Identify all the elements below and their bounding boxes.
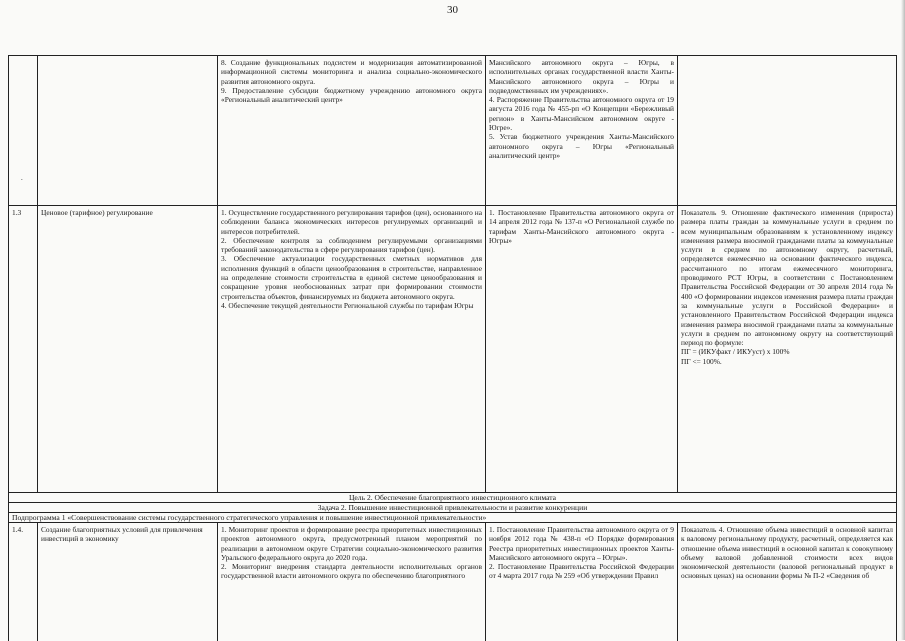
measure-item-1: 1. Мониторинг проектов и формирование реестра приоритетных инвестиционных проектов автономного округа, предусмотренный планом мероприятий по реализации в автономном округе Стратегии социально-экономического развития Уральского федерального округа до 2020 года. xyxy=(221,525,482,562)
indicator-cell xyxy=(678,206,897,493)
measures-table xyxy=(8,42,897,640)
goal-2-heading: Цель 2. Обеспечение благоприятного инвестиционного климата xyxy=(8,492,897,502)
measure-content-cell: 8. Создание функциональных подсистем и модернизация автоматизированной информационной системы мониторинга и анализа социально-экономического развития автономного округа. 9. Предоставление субсидии бюджетному учреждению автономного округа «Региональный аналитический центр» xyxy=(218,56,486,206)
measure-item-3: 3. Обеспечение актуализации государственных сметных нормативов для исполнения функций в области ценообразования в строительстве, направленное на определение стоимости строительства в единой системе ценообразования и сокращение уровня необоснованных затрат при формировании стоимости строительства объектов, финансируемых из бюджета автономного округа. xyxy=(221,254,482,301)
measure-item-1: 1. Осуществление государственного регулирования тарифов (цен), основанного на соблюдении баланса экономических интересов регулируемых организаций и интересов потребителей. xyxy=(221,208,482,236)
subprogram-1-heading: Подпрограмма 1 «Совершенствование системы государственного стратегического управления и повышение инвестиционной привлекательности» xyxy=(8,512,897,522)
measure-name-cell xyxy=(38,56,218,206)
legal-basis-cell xyxy=(486,523,678,641)
indicator-constraint: ПГ <= 100%. xyxy=(681,356,722,366)
table-row-continuation xyxy=(8,55,897,206)
measure-item-2: 2. Мониторинг внедрения стандарта деятельности исполнительных органов государственной власти автономного округа по обеспечению благоприятного xyxy=(221,562,482,581)
measure-name-cell: Ценовое (тарифное) регулирование xyxy=(38,206,218,493)
measure-name-cell: Создание благоприятных условий для привлечения инвестиций в экономику xyxy=(38,523,218,641)
measure-content-cell xyxy=(218,523,486,641)
row-number-cell: 1.4. xyxy=(8,523,38,641)
row-number-cell xyxy=(8,56,38,206)
scan-edge-shadow xyxy=(901,0,905,640)
legal-item-2: 2. Постановление Правительства Российской Федерации от 4 марта 2017 года № 259 «Об утверждении Правил xyxy=(489,562,674,581)
task-2-heading: Задача 2. Повышение инвестиционной привлекательности и развитие конкуренции xyxy=(8,502,897,512)
row-number-cell: 1.3 xyxy=(8,206,38,493)
stray-mark: . xyxy=(21,174,23,182)
indicator-text: Показатель 9. Отношение фактического изменения (прироста) размера платы граждан за коммунальные услуги в среднем по всем муниципальным образованиям к установленному индексу изменения размера вносимой гражданами платы за коммунальные услуги в среднем по автономному округу, расчетный, определяется ежемесячно на основании фактического индекса, рассчитанного по итогам ежемесячного мониторинга, проводимого РСТ Югры, в соответствии с Постановлением Правительства Российской Федерации от 30 апреля 2014 года № 400 «О формировании индексов изменения размера платы граждан за коммунальные услуги в Российской Федерации» и установленного Правительством Российской Федерации индекса изменения размера вносимой гражданами платы за коммунальные услуги в среднем по автономному округу на соответствующий период по формуле: xyxy=(681,208,893,348)
legal-item-1: 1. Постановление Правительства автономного округа от 9 ноября 2012 года № 438-п «О Порядке формирования Реестра приоритетных инвестиционных проектов Ханты-Мансийского автономного округа – Югры». xyxy=(489,525,674,562)
indicator-formula: ПГ = (ИКУфакт / ИКУуст) х 100% xyxy=(681,347,790,357)
measure-item-2: 2. Обеспечение контроля за соблюдением регулируемыми организациями требований законодательства в сфере регулирования тарифов (цен). xyxy=(221,235,482,255)
measure-item-4: 4. Обеспечение текущей деятельности Региональной службы по тарифам Югры xyxy=(221,300,474,310)
page-number: 30 xyxy=(447,4,458,16)
table-row-1-3 xyxy=(8,205,897,493)
measure-content-cell xyxy=(218,206,486,493)
indicator-cell xyxy=(678,56,897,206)
indicator-cell: Показатель 4. Отношение объема инвестиций в основной капитал к валовому региональному продукту, расчетный, определяется как отношение объема инвестиций в основной капитал к совокупному объему валовой добавленной стоимости всех видов экономической деятельности (валовой региональный продукт в основных ценах) на основании формы № П-2 «Сведения об xyxy=(678,523,897,641)
legal-basis-cell: 1. Постановление Правительства автономного округа от 14 апреля 2012 года № 137-п «О Региональной службе по тарифам Ханты-Мансийского автономного округа - Югры» xyxy=(486,206,678,493)
legal-basis-cell: Мансийского автономного округа – Югры, в исполнительных органах государственной власти Ханты-Мансийского автономного округа – Югры и подведомственных им учреждениях». 4. Распоряжение Правительства автономного округа от 19 августа 2016 года № 455-рп «О Концепции «Бережливый регион» в Ханты-Мансийском автономном округе - Югре». 5. Устав бюджетного учреждения Ханты-Мансийского автономного округа – Югры «Региональный аналитический центр» xyxy=(486,56,678,206)
table-row-1-4 xyxy=(8,522,897,641)
